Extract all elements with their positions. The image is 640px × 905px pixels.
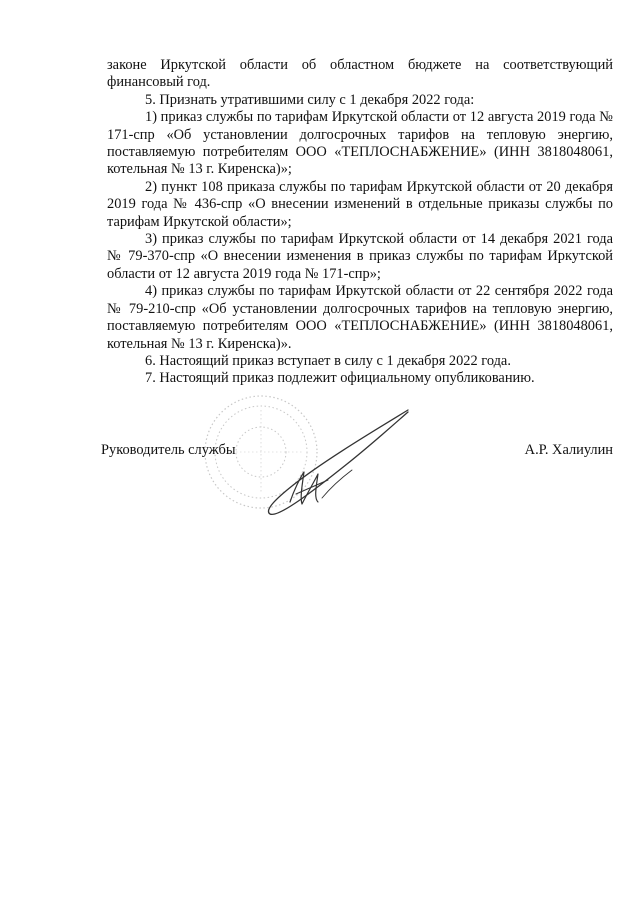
paragraph-subitem-2: 2) пункт 108 приказа службы по тарифам Иркутской области от 20 декабря 2019 года № 436-спр «О внесении изменений в отдельные приказы службы по тарифам Иркутской области»; [107,178,613,230]
document-body [107,57,613,388]
signatory-name: А.Р. Халиулин [524,442,613,458]
paragraph-item-7: 7. Настоящий приказ подлежит официальному опубликованию. [145,370,535,387]
paragraph-item-6: 6. Настоящий приказ вступает в силу с 1 декабря 2022 года. [145,352,511,369]
paragraph-subitem-4: 4) приказ службы по тарифам Иркутской области от 22 сентября 2022 года № 79-210-спр «Об установлении долгосрочных тарифов на тепловую энергию, поставляемую потребителям ООО «ТЕПЛОСНАБЖЕНИЕ» (ИНН 3818048061, котельная № 13 г. Киренска)». [107,283,613,352]
paragraph-budget-continuation: законе Иркутской области об областном бюджете на соответствующий финансовый год. [107,57,613,91]
paragraph-item-5: 5. Признать утратившими силу с 1 декабря 2022 года: [145,91,475,108]
signatory-position: Руководитель службы [101,442,236,458]
handwritten-signature [252,402,412,522]
paragraph-subitem-3: 3) приказ службы по тарифам Иркутской области от 14 декабря 2021 года № 79-370-спр «О внесении изменения в приказ службы по тарифам Иркутской области от 12 августа 2019 года № 171-спр»; [107,231,613,282]
paragraph-subitem-1: 1) приказ службы по тарифам Иркутской области от 12 августа 2019 года № 171-спр «Об установлении долгосрочных тарифов на тепловую энергию, поставляемую потребителям ООО «ТЕПЛОСНАБЖЕНИЕ» (ИНН 3818048061, котельная № 13 г. Киренска)»; [107,109,613,178]
